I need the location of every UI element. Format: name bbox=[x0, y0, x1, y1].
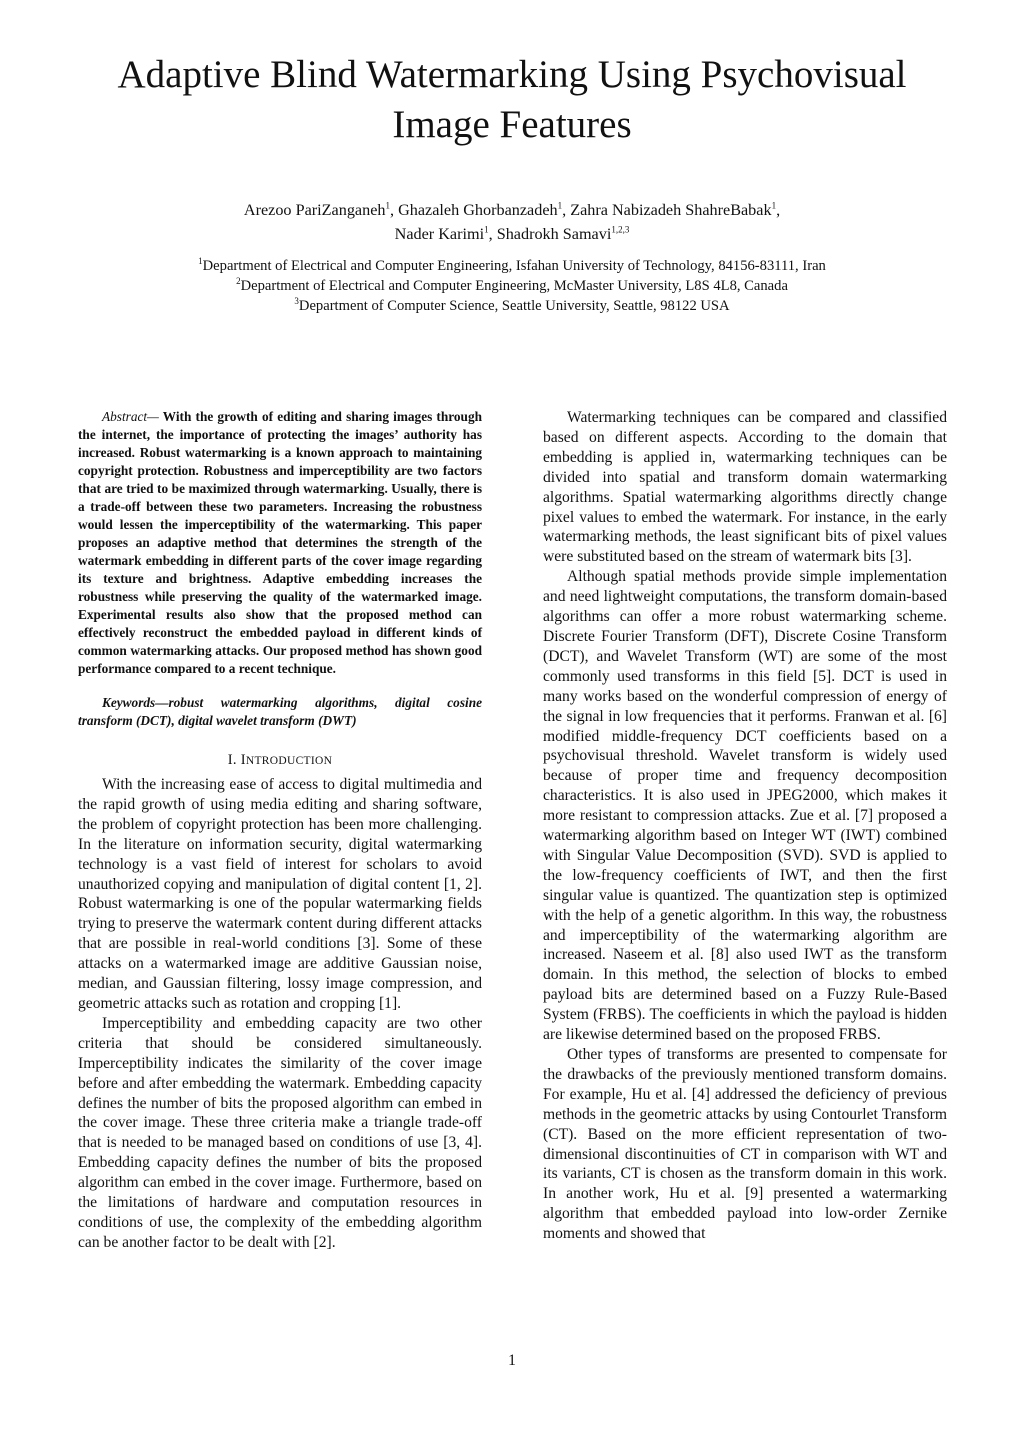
paper-title bbox=[40, 50, 984, 150]
section-number: I. bbox=[227, 752, 241, 768]
section-heading-introduction bbox=[78, 750, 482, 771]
section-title-initial: I bbox=[240, 752, 246, 768]
author-name: Zahra Nabizadeh ShahreBabak bbox=[570, 201, 772, 219]
title-line-2: Image Features bbox=[392, 103, 632, 146]
affiliation-mark: 3 bbox=[294, 296, 299, 307]
affiliation-mark: 1 bbox=[198, 256, 203, 267]
affiliation-3 bbox=[60, 296, 964, 316]
author-name: Nader Karimi bbox=[394, 225, 485, 243]
author-separator: , bbox=[389, 201, 399, 219]
author-affil-mark: 1 bbox=[385, 200, 390, 211]
affiliation-list bbox=[60, 256, 964, 316]
affiliation-text: Department of Electrical and Computer Engineering, McMaster University, L8S 4L8, Canada bbox=[240, 278, 788, 294]
author-affil-mark: 1 bbox=[771, 200, 777, 211]
author-list bbox=[60, 198, 964, 246]
author-name: Shadrokh Samavi bbox=[496, 225, 612, 243]
affiliation-text: Department of Computer Science, Seattle University, Seattle, 98122 USA bbox=[298, 298, 730, 314]
abstract-text: With the growth of editing and sharing images through the internet, the importance of protecting the images’ authority has increased. Robust watermarking is a known approach to maintaining copyright protection. Robustness and imperceptibility are two factors that are tried to be maximized through watermarking. Usually, there is a trade-off between these two parameters. Increasing the robustness would lessen the imperceptibility of the watermarking. This paper proposes an adaptive method that determines the strength of the watermark embedding in different parts of the cover image regarding its texture and brightness. Adaptive embedding increases the robustness while preserving the quality of the watermarked image. Experimental results also show that the proposed method can effectively reconstruct the embedded payload in different kinds of common watermarking attacks. Our proposed method has shown good performance compared to a recent technique. bbox=[78, 409, 482, 676]
author-name: Arezoo PariZanganeh bbox=[243, 201, 386, 219]
affiliation-mark: 2 bbox=[236, 276, 241, 287]
affiliation-text: Department of Electrical and Computer Engineering, Isfahan University of Technology, 84156-83111, Iran bbox=[202, 258, 826, 274]
page-number: 1 bbox=[508, 1352, 516, 1369]
body-paragraph: Watermarking techniques can be compared and classified based on different aspects. According to the domain that embedding is applied in, watermarking techniques can be divided into spatial and transform domain watermarking algorithms. Spatial watermarking algorithms directly change pixel values to embed the watermark. For instance, in the early watermarking methods, the least significant bits of pixel values were substituted based on the stream of watermark bits [3]. bbox=[543, 409, 947, 566]
author-separator: , bbox=[562, 201, 571, 219]
left-column bbox=[78, 408, 482, 1253]
keywords: Keywords—robust watermarking algorithms, digital cosine transform (DCT), digital wavelet transform (DWT) bbox=[78, 695, 482, 728]
affiliation-1 bbox=[60, 256, 964, 276]
title-line-1: Adaptive Blind Watermarking Using Psychovisual bbox=[117, 53, 907, 96]
author-affil-mark: 1 bbox=[557, 200, 563, 211]
body-paragraph: Although spatial methods provide simple implementation and need lightweight computations, the transform domain-based algorithms can offer a more robust watermarking scheme. Discrete Fourier Transform (DFT), Discrete Cosine Transform (DCT), and Wavelet Transform (WT) are some of the most commonly used transforms in this field [5]. DCT is used in many works based on the wonderful compression of energy of the signal in low frequencies that it performs. Franwan et al. [6] modified middle-frequency DCT coefficients based on a psychovisual threshold. Wavelet transform is widely used because of proper time and frequency decomposition characteristics. It is also used in JPEG2000, which makes it more resistant to compression attacks. Zue et al. [7] proposed a watermarking algorithm based on Integer WT (IWT) combined with Singular Value Decomposition (SVD). SVD is applied to the low-frequency coefficients of IWT, and then the first singular value is quantized. The quantization step is optimized with the help of a genetic algorithm. In this way, the robustness and imperceptibility of the watermarking algorithm are increased. Naseem et al. [8] also used IWT as the transform domain. In this method, the selection of blocks to embed payload bits are determined based on a Fuzzy Rule-Based System (FRBS). The coefficients in which the payload is hidden are likewise determined based on the proposed FRBS. bbox=[543, 568, 947, 1044]
body-paragraph: Imperceptibility and embedding capacity are two other criteria that should be considered simultaneously. Imperceptibility indicates the similarity of the cover image before and after embedding the watermark. Embedding capacity defines the number of bits the proposed algorithm can embed in the cover image. These three criteria make a triangle trade-off that is needed to be managed based on conditions of use [3, 4]. Embedding capacity defines the number of bits the proposed algorithm can embed in the cover image. Furthermore, based on the limitations of hardware and computation resources in conditions of use, the complexity of the embedding algorithm can be another factor to be dealt with [2]. bbox=[78, 1014, 482, 1251]
author-line-1 bbox=[60, 198, 964, 222]
author-line-2 bbox=[60, 222, 964, 246]
body-paragraph: Other types of transforms are presented to compensate for the drawbacks of the previously mentioned transform domains. For example, Hu et al. [4] addressed the deficiency of previous methods in the geometric attacks by using Contourlet Transform (CT). Based on the more efficient representation of two-dimensional discontinuities of CT in comparison with WT and its variants, CT is chosen as the transform domain in this work. In another work, Hu et al. [9] presented a watermarking algorithm that embedded payload into low-order Zernike moments and showed that bbox=[543, 1046, 947, 1243]
abstract bbox=[78, 408, 482, 678]
author-separator: , bbox=[488, 225, 497, 243]
affiliation-2 bbox=[60, 276, 964, 296]
author-name: Ghazaleh Ghorbanzadeh bbox=[398, 201, 558, 219]
author-affil-mark: 1 bbox=[484, 224, 489, 235]
author-affil-mark: 1,2,3 bbox=[611, 224, 630, 235]
right-column bbox=[543, 408, 947, 1244]
author-separator: , bbox=[776, 201, 781, 219]
section-title-rest: NTRODUCTION bbox=[245, 755, 333, 767]
abstract-label: Abstract— bbox=[102, 409, 159, 424]
body-paragraph: With the increasing ease of access to digital multimedia and the rapid growth of using media editing and sharing software, the problem of copyright protection has been more challenging. In the literature on information security, digital watermarking technology is a vast field of interest for scholars to avoid unauthorized copying and manipulation of digital content [1, 2]. Robust watermarking is one of the popular watermarking fields trying to preserve the watermark content during different attacks that are possible in real-world conditions [3]. Some of these attacks on a watermarked image are additive Gaussian noise, median, and Gaussian filtering, lossy image compression, and geometric attacks such as rotation and cropping [1]. bbox=[78, 776, 482, 1012]
